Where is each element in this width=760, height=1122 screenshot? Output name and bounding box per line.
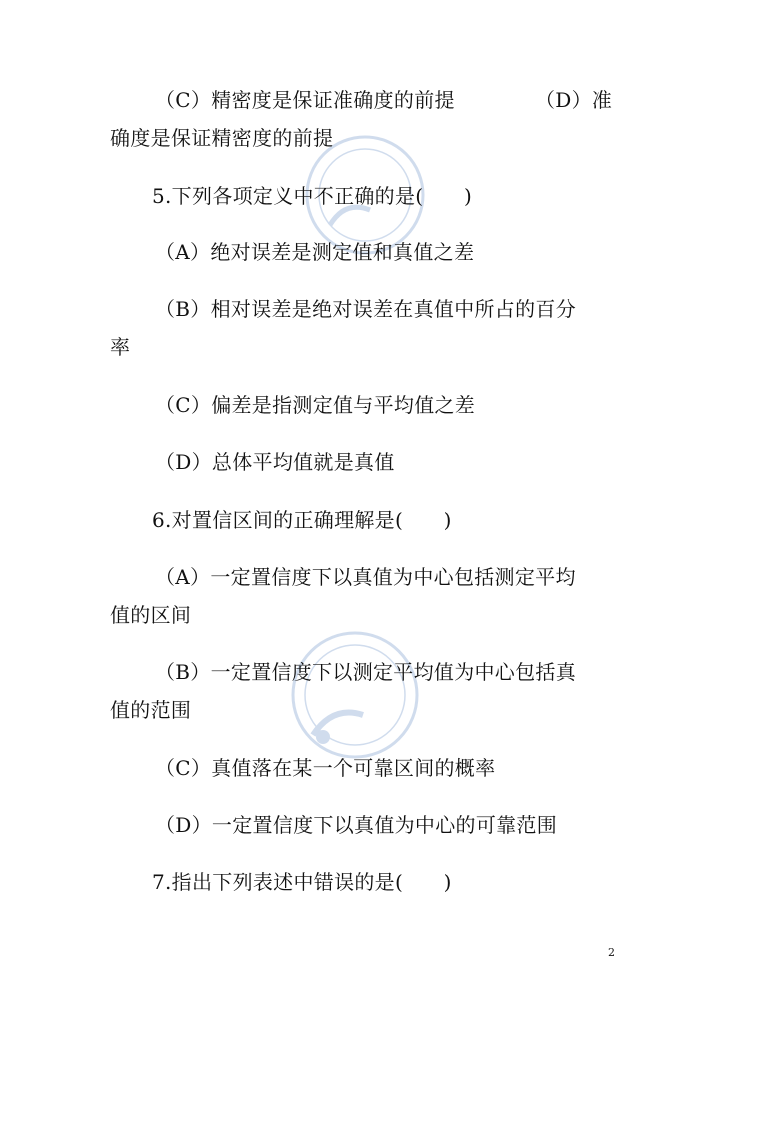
question-6: 6.对置信区间的正确理解是( ) [152,508,452,532]
q6-option-a: （A）一定置信度下以真值为中心包括测定平均 [155,565,576,589]
q5-option-c: （C）偏差是指测定值与平均值之差 [155,393,476,417]
watermark-logo-bottom [285,625,425,765]
q6-option-d: （D）一定置信度下以真值为中心的可靠范围 [155,813,558,837]
q5-option-b-continuation: 率 [110,335,131,359]
q5-option-b: （B）相对误差是绝对误差在真值中所占的百分 [155,297,576,321]
q6-option-b-continuation: 值的范围 [110,698,192,722]
option-d-continuation: 确度是保证精密度的前提 [110,126,334,150]
q6-option-a-continuation: 值的区间 [110,603,192,627]
q6-option-c: （C）真值落在某一个可靠区间的概率 [155,756,496,780]
question-5: 5.下列各项定义中不正确的是( ) [152,184,473,208]
q5-option-a: （A）绝对误差是测定值和真值之差 [155,240,475,264]
option-d-text: （D）准 [535,88,613,112]
q5-option-d: （D）总体平均值就是真值 [155,450,395,474]
q6-option-b: （B）一定置信度下以测定平均值为中心包括真 [155,660,576,684]
page-number: 2 [608,946,615,959]
question-7: 7.指出下列表述中错误的是( ) [152,870,452,894]
option-c-text: （C）精密度是保证准确度的前提 [155,88,455,112]
